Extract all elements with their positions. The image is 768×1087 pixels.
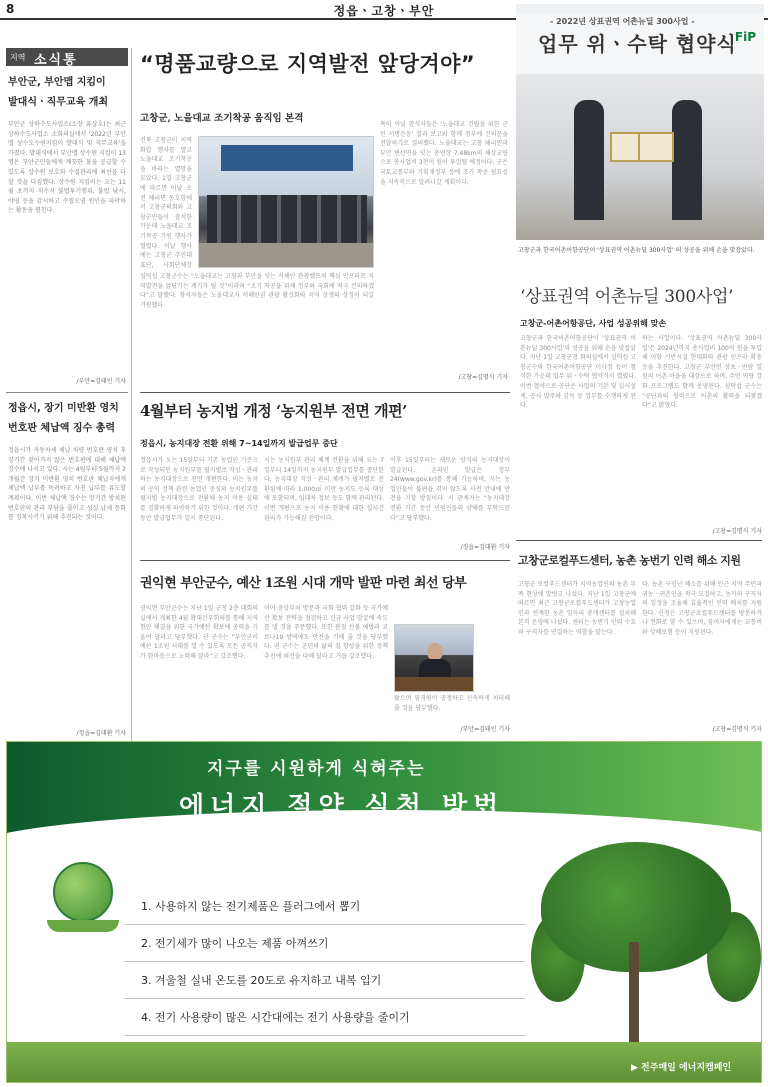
story2-headline: 4월부터 농지법 개정 ‘농지원부 전면 개편’ — [140, 402, 407, 420]
top-story-byline: /고창=김명식 기자 — [458, 374, 508, 381]
page-number: 8 — [6, 2, 15, 16]
brief-divider — [6, 392, 128, 393]
story3-headline: 권익현 부안군수, 예산 1조원 시대 개막 발판 마련 최선 당부 — [140, 576, 467, 591]
fip-logo: FiP — [734, 30, 756, 44]
ad-tip-item: 4. 전기 사용량이 많은 시간대에는 전기 사용량을 줄이기 — [125, 1003, 525, 1036]
photo-caption: 고창군과 한국어촌어항공단이 '상표권역 어촌뉴딜 300사업' 의 성공을 위해 손을 맞잡았다. — [518, 247, 755, 254]
brief2-headline-line1: 정읍시, 장기 미반환 영치 — [8, 403, 119, 414]
right-story-subhead: 고창군-어촌어항공단, 사업 성공위해 맞손 — [520, 319, 667, 328]
story3-byline: /부안=김태인 기자 — [460, 726, 510, 733]
column-rule — [131, 48, 132, 748]
ad-tip-item: 3. 겨울철 실내 온도를 20도로 유지하고 내복 입기 — [125, 966, 525, 999]
brief-tag-title: 소식통 — [34, 53, 78, 68]
ad-title: 에너지 절약 실천 방법 — [179, 792, 505, 822]
story2-col2: 시는 농지원부 관리 체계 전환을 위해 오는 7일부터 14일까지 농지원부 발급업무를 중단한다. 농지대장 작성ㆍ관리 체계가 필지별로 전환됨에 따라 1,000㎡ 미만 농지도 등록 대상에 포함되며, 임대차 정보 등도 함께 관리된다. 이번 개편으로 농지 이용 현황에 대한 실시간 관리가 가능해질 전망이다. — [264, 457, 384, 522]
story3-col3: 왔으며 임직원이 공정하고 신속하게 처리해줄 것을 당부했다. — [394, 695, 510, 712]
story4-headline: 고창군로컬푸드센터, 농촌 농번기 인력 해소 지원 — [518, 554, 741, 567]
person-right — [672, 100, 702, 220]
energy-saving-ad — [6, 741, 762, 1083]
ad-tip-item: 1. 사용하지 않는 전기제품은 플러그에서 뽑기 — [125, 892, 525, 925]
right-story-col1: 고창군과 한국어촌어항공단이 '상표권역 어촌뉴딜 300사업'의 성공을 위해 손을 맞잡았다. 지난 1일 고창군청 회의실에서 심덕섭 고창군수와 한국어촌어항공단 이사장 등이 참석한 가운데 업무 위ㆍ수탁 협약식이 열렸다. 이번 협약으로 공단은 사업의 기본 및 실시설계, 공사 발주와 감독 등 업무를 수행하게 된다. — [520, 335, 636, 410]
top-story-col3: 특히 이날 참석자들은 '노을대교 건립을 위한 군민 서명운동' 결과 보고와 함께 정부에 건의문을 전달하기로 결의했다. 노을대교는 고창 해리면과 부안 변산면을 잇는 총연장 7.48km의 해상교량으로 총사업비 3천억 원이 투입될 예정이다. 군은 국토교통부와 기획재정부 등에 조기 착공 필요성을 지속적으로 알려나갈 계획이다. — [380, 121, 508, 186]
tree-trunk — [629, 942, 639, 1054]
story4-col1: 고창군 로컬푸드센터가 지역농업인의 농촌 부족 현상에 발벗고 나섰다. 지난 1일 고창군에 따르면 최근 고창군로컬푸드센터가 고창농업인과 연계한 농촌 일자리 중개센터를 설치해 본격 운영에 나섰다. 센터는 농번기 인력 수요와 구직자를 연결하는 역할을 맡는다. — [518, 581, 636, 636]
brief2-byline: /정읍=김대환 기자 — [76, 730, 126, 737]
brief-tag-region: 지역 — [10, 53, 26, 62]
photo-banner — [221, 145, 353, 171]
right-story-byline: /고창=김명식 기자 — [712, 528, 762, 535]
ad-tip-item: 2. 전기세가 많이 나오는 제품 아껴쓰기 — [125, 929, 525, 962]
story2-col1: 정읍시가 오는 15일부터 기존 농업인 기준으로 작성되던 농지원부를 필지별로 작성ㆍ관리하는 농지대장으로 전면 개편한다. 이는 농지의 공익 정책 관련 농업인 중심의 농지원부를 필지별 농지대장으로 전환해 농지 이용 실태를 정확하게 파악하기 위한 것이다. 개편 기간 동안 발급업무가 일시 중단된다. — [140, 457, 258, 522]
agreement-ceremony-photo — [516, 4, 764, 240]
brief1-headline-line1: 부안군, 부안맵 지킴이 — [8, 77, 106, 88]
podium — [395, 677, 474, 692]
news-brief-tag — [6, 48, 128, 66]
section-title: 정읍ㆍ고창ㆍ부안 — [333, 4, 435, 18]
top-story-col1: 전북 고창군이 지역화합 행사를 열고 노을대교 조기착공을 바라는 열망을 모았다. 1일 고창군에 따르면 이날 오전 해리면 동호항에서 고창군의회와 고창군민들이 참석한 가운데 노을대교 조기착공 기원 행사가 열렸다. 이날 행사에는 고창군 주민대표단, 사회단체장 — [140, 137, 192, 268]
photo-people — [207, 195, 367, 243]
governor-photo — [394, 624, 474, 692]
earth-icon — [53, 862, 113, 922]
story4-top-rule — [516, 540, 762, 541]
right-story-col2: 하는 사업이다. '상표권역 어촌뉴딜 300사업'은 2024년까지 총사업비 100억 원을 투입해 어항 기반시설 현대화와 관광 인프라 확충 등을 추진한다. 고창군 부안면 상포ㆍ반암 일원의 어촌 마을을 대상으로 하며, 주민 역량 강화 프로그램도 함께 운영된다. 심덕섭 군수는 “공단과의 협력으로 어촌의 활력을 되찾겠다”고 밝혔다. — [642, 335, 762, 410]
brief1-headline-line2: 발대식ㆍ직무교육 개최 — [8, 97, 109, 108]
banner-title: 업무 위ㆍ수탁 협약식 — [538, 32, 737, 56]
top-story-subhead: 고창군, 노을대교 조기착공 움직임 본격 — [140, 113, 304, 124]
right-story-headline: ‘상표권역 어촌뉴딜 300사업’ — [520, 287, 734, 307]
hand-icon — [47, 920, 119, 932]
story2-byline: /정읍=김대환 기자 — [460, 544, 510, 551]
brief1-body: 부안군 상하수도사업소(소장 유상호)는 최근 상하수도사업소 소회의실에서 '2022년 부안맵 상수도수원지킴이 발대식 및 직무교육'을 가졌다. 발대식에서 부안맵 상수원 지킴이 13명은 부안군민들에게 깨끗한 물을 공급할 수 있도록 상수원 보호와 수질관리에 최선을 다할 것을 다짐했다. 상수원 지킴이는 오는 11월 초까지 저수지 불법투기행위, 불법 낚시, 야영 등을 감시하고 수질오염 원인을 파악하는 활동을 펼친다. — [8, 121, 126, 215]
photo-floor — [199, 243, 374, 268]
banner-subtitle: - 2022년 상표권역 어촌뉴딜 300사업 - — [550, 17, 695, 26]
story3-top-rule — [140, 560, 510, 561]
story2-top-rule — [140, 392, 510, 393]
story2-col3: 이후 15일부터는 새로운 양식의 농지대장이 발급된다. 온라인 발급은 정부24(www.gov.kr)를 통해 가능하며, 시는 농업인들이 불편을 겪지 않도록 사전 안내에 만전을 기할 방침이다. 시 관계자는 “농지대장 전환 기간 동안 민원인들의 양해를 부탁드린다”고 당부했다. — [390, 457, 510, 522]
agreement-frame-right — [638, 132, 674, 162]
top-story-headline: “명품교량으로 지역발전 앞당겨야” — [140, 52, 476, 76]
story2-subhead: 정읍시, 농지대장 전환 위해 7~14일까지 발급업무 중단 — [140, 439, 338, 448]
ad-tip-list — [125, 892, 525, 1040]
ad-campaign-label: ▶ 전주매일 에너지캠페인 — [631, 1063, 732, 1073]
bridge-ceremony-photo — [198, 136, 374, 268]
ad-slogan: 지구를 시원하게 식혀주는 — [207, 759, 426, 779]
story3-col1: 권익현 부안군수는 지난 1일 군청 2층 대회의실에서 개최한 4월 확대간부회의를 통해 지역현안 해결을 위한 국가예산 확보에 총력을 기울여 달라고 당부했다. 권 군수는 “부안군이 예산 1조원 시대를 열 수 있도록 모든 공직자가 한마음으로 노력해 달라”고 강조했다. — [140, 605, 258, 660]
story4-col2: 다. 농촌 구인난 해소를 위해 인근 지역 주민과 귀농ㆍ귀촌인을 적극 모집하고, 농가와 구직자의 일정을 조율해 효율적인 인력 배치를 지원한다. 신청은 고창군로컬푸드센터를 방문하거나 전화로 할 수 있으며, 참여자에게는 교통비와 상해보험 등이 지원된다. — [642, 581, 762, 636]
brief2-body: 정읍시가 자동차세 체납 차량 번호판 영치 후 장기간 찾아가지 않은 번호판에 대해 체납액 징수에 나서고 있다. 시는 4월부터 5월까지 2개월간 장기 미반환 영치 번호판 체납자에게 체납액 납부를 독려하고 자진 납부를 유도할 계획이다. 이번 체납액 징수는 장기간 방치된 번호판의 관리 부담을 줄이고 성실 납세 문화를 정착시키기 위해 추진되는 것이다. — [8, 447, 126, 522]
person-left — [574, 100, 604, 220]
top-story-col2: 심덕섭 고창군수는 “노을대교는 고창과 부안을 잇는 서해안 관광벨트의 핵심 인프라로 지역발전을 앞당기는 계기가 될 것”이라며 “조기 착공을 위해 정부와 국회에 적극 건의하겠다”고 말했다. 참석자들은 노을대교가 서해안권 관광 활성화와 지역 상생의 상징이 되길 기원했다. — [140, 273, 374, 309]
brief2-headline-line2: 번호판 체납액 징수 총력 — [8, 423, 116, 434]
brief1-byline: /부안=김태인 기자 — [76, 378, 126, 385]
story4-byline: /고창=김명식 기자 — [712, 726, 762, 733]
story3-col2: 이어 중앙부처 방문과 국회 협력 강화 등 국가예산 확보 전략을 점검하고 신규 사업 발굴에 속도를 낼 것을 주문했다. 또한 봄철 산불 예방과 코로나19 방역에도 만전을 기해 줄 것을 당부했다. 권 군수는 군민의 삶의 질 향상을 위한 정책 추진에 최선을 다해 달라고 거듭 강조했다. — [264, 605, 388, 660]
